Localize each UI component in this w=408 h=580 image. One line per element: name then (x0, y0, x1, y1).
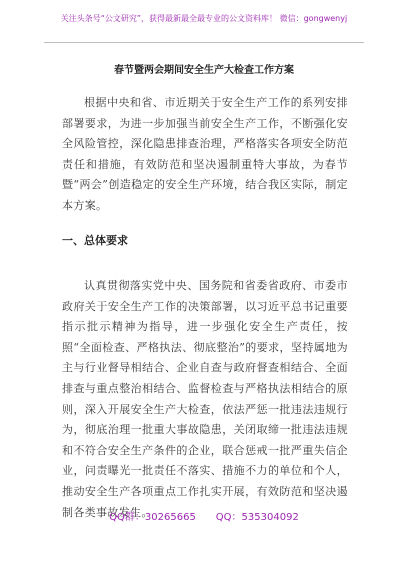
header-divider (44, 42, 364, 43)
header-banner: 关注头条号“公文研究”，获得最新最全最专业的公文资料库！ 微信：gongwenyj (60, 14, 348, 23)
document-title: 春节暨两会期间安全生产大检查工作方案 (114, 65, 294, 76)
footer-contact: QQ群：30265665 QQ：535304092 (109, 512, 299, 523)
intro-paragraph: 根据中央和省、市近期关于安全生产工作的系列安排部署要求，为进一步加强当前安全生产工作，不断强化安全风险管控，深化隐患排查治理，严格落实各项安全防范责任和措施，有效防范和坚决遏制重特大事故，为春节暨“两会”创造稳定的安全生产环境，结合我区实际，制定本方案。 (62, 96, 348, 212)
section-heading-general-requirements: 一、总体要求 (62, 234, 128, 247)
section-1-paragraph: 认真贯彻落实党中央、国务院和省委省政府、市委市政府关于安全生产工作的决策部署，以习近平总书记重要指示批示精神为指导，进一步强化安全生产责任，按照“全面检查、严格执法、彻底整治”的要求，坚持属地为主与行业督导相结合、企业自查与政府督查相结合、全面排查与重点整治相结合、监督检查与严格执法相结合的原则，深入开展安全生产大检查，依法严惩一批违法违规行为，彻底治理一批重大事故隐患，关闭取缔一批违法违规和不符合安全生产条件的企业，联合惩戒一批严重失信企业，问责曝光一批责任不落实、措施不力的单位和个人，推动安全生产各项重点工作扎实开展，有效防范和坚决遏制各类事故发生。 (62, 279, 348, 519)
